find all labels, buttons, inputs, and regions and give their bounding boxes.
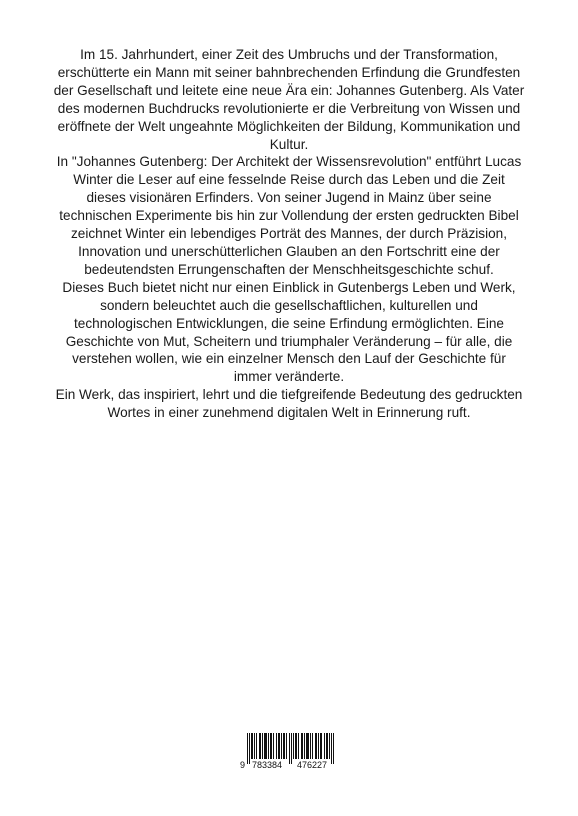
barcode-digits-left: 783384 <box>252 760 283 770</box>
barcode-digit-lead: 9 <box>240 760 246 770</box>
blurb-paragraph-2: In "Johannes Gutenberg: Der Architekt der Wissensrevolution" entführt Lucas Winter die Leser auf eine fesselnde Reise durch das Leben und die Zeit dieses visionären Erfinders. Von seiner Jugend in Mainz über seine technischen Experimente bis hin zur Vollendung der ersten gedruckten Bibel zeichnet Winter ein lebendiges Porträt des Mannes, der durch Präzision, Innovation und unerschütterlichen Glauben an den Fortschritt eine der bedeutendsten Errungenschaften der Menschheitsgeschichte schuf. <box>56 154 522 277</box>
blurb-text <box>52 46 526 422</box>
blurb-paragraph-4: Ein Werk, das inspiriert, lehrt und die tiefgreifende Bedeutung des gedruckten Wortes in einer zunehmend digitalen Welt in Erinnerung ruft. <box>55 387 523 421</box>
barcode-digits <box>238 760 341 774</box>
blurb-paragraph-1: Im 15. Jahrhundert, einer Zeit des Umbruchs und der Transformation, erschütterte ein Mann mit seiner bahnbrechenden Erfindung die Grundfesten der Gesellschaft und leitete eine neue Ära ein: Johannes Gutenberg. Als Vater des modernen Buchdrucks revolutionierte er die Verbreitung von Wissen und eröffnete der Welt ungeahnte Möglichkeiten der Bildung, Kommunikation und Kultur. <box>53 47 525 152</box>
blurb-paragraph-3: Dieses Buch bietet nicht nur einen Einblick in Gutenbergs Leben und Werk, sondern beleuchtet auch die gesellschaftlichen, kulturellen und technologischen Entwicklungen, die seine Erfindung ermöglichten. Eine Geschichte von Mut, Scheitern und triumphaler Veränderung – für alle, die verstehen wollen, wie ein einzelner Mensch den Lauf der Geschichte für immer veränderte. <box>62 279 516 385</box>
barcode-digits-right: 476227 <box>297 760 328 770</box>
isbn-barcode <box>238 733 341 775</box>
